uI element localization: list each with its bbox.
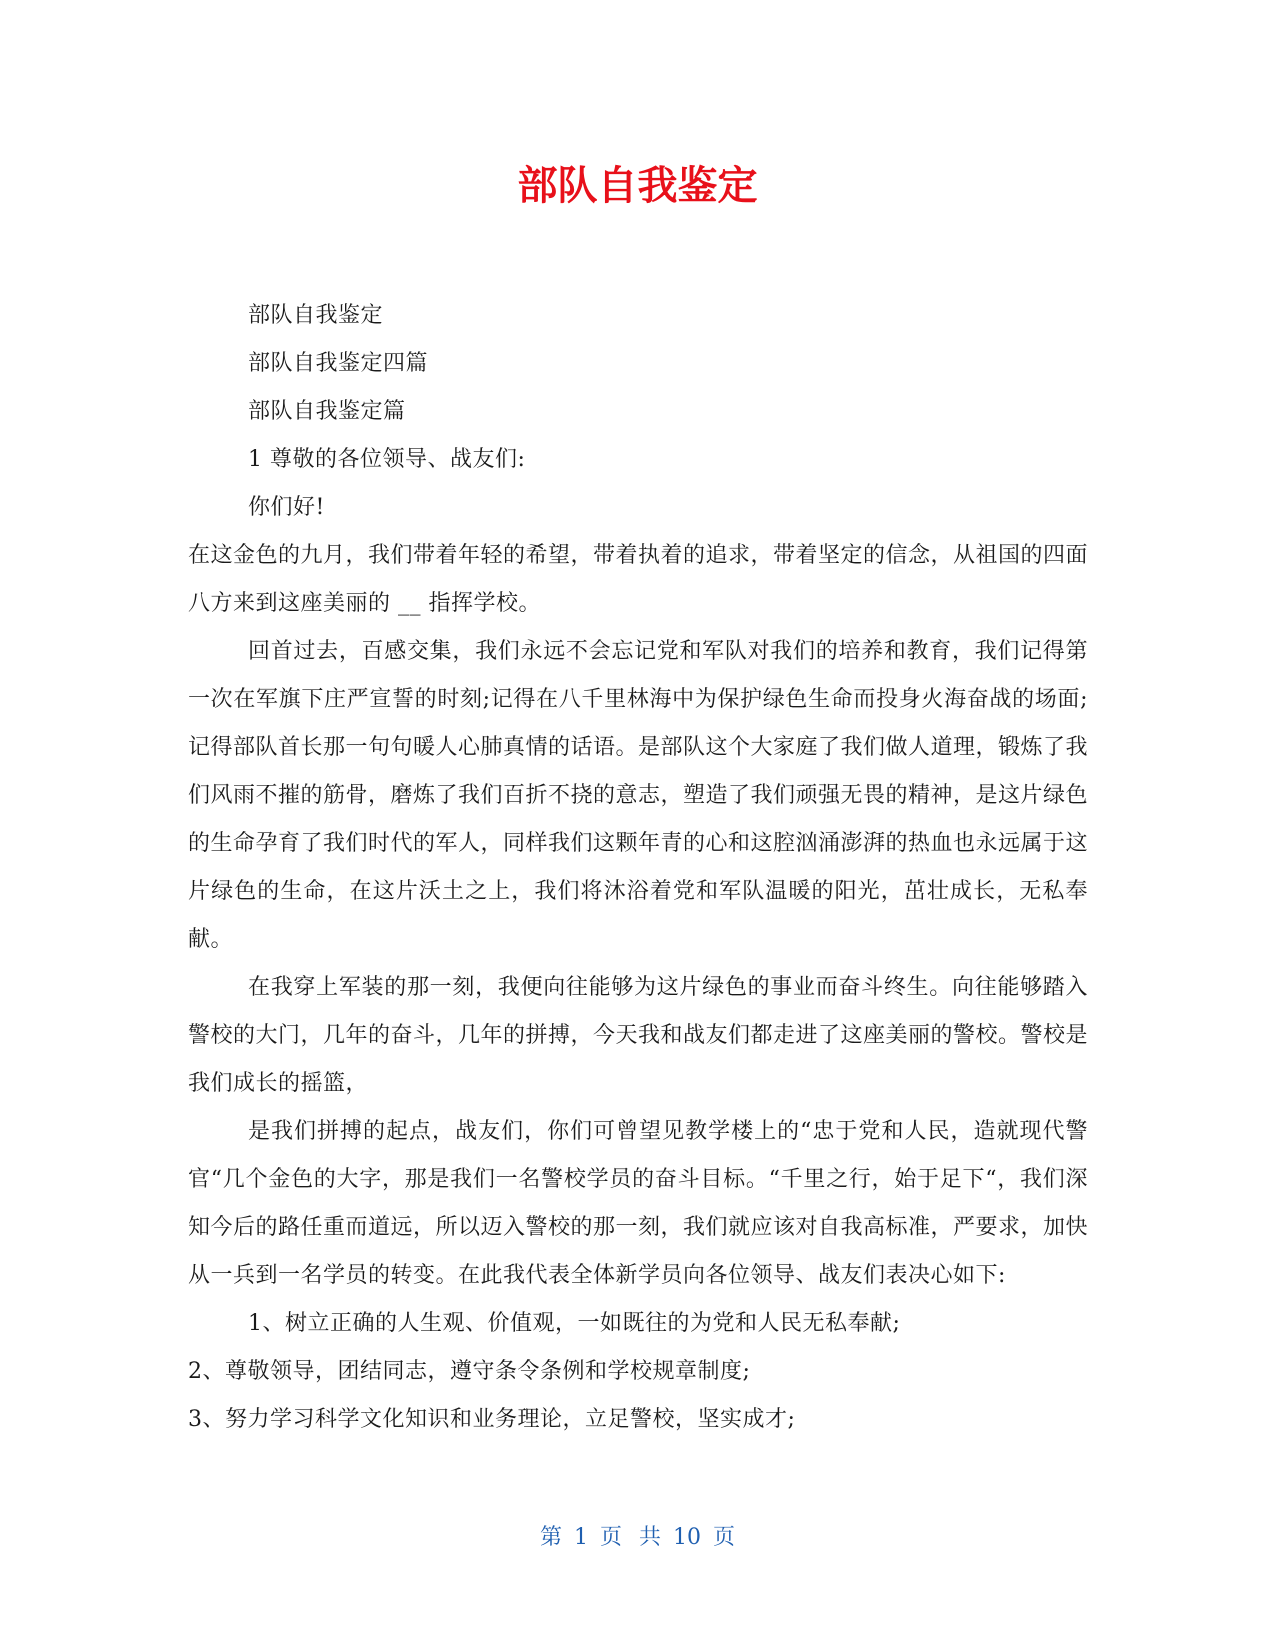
paragraph: 部队自我鉴定篇 [248,399,406,424]
paragraph: 在这金色的九月，我们带着年轻的希望，带着执着的追求，带着坚定的信念，从祖国的四面八方来到这座美丽的 __ 指挥学校。 [188,543,1089,616]
footer-suffix: 页 [713,1525,736,1550]
paragraph: 是我们拼搏的起点，战友们，你们可曾望见教学楼上的“忠于党和人民，造就现代警官“几个金色的大字，那是我们一名警校学员的奋斗目标。“千里之行，始于足下“，我们深知今后的路任重而道远，所以迈入警校的那一刻，我们就应该对自我高标准，严要求，加快从一兵到一名学员的转变。在此我代表全体新学员向各位领导、战友们表决心如下: [188,1119,1089,1288]
paragraph: 在我穿上军装的那一刻，我便向往能够为这片绿色的事业而奋斗终生。向往能够踏入警校的大门，几年的奋斗，几年的拼搏，今天我和战友们都走进了这座美丽的警校。警校是我们成长的摇篮， [188,975,1089,1096]
footer-prefix: 第 [539,1525,562,1550]
paragraph: 回首过去，百感交集，我们永远不会忘记党和军队对我们的培养和教育，我们记得第一次在军旗下庄严宣誓的时刻;记得在八千里林海中为保护绿色生命而投身火海奋战的场面;记得部队首长那一句句暖人心肺真情的话语。是部队这个大家庭了我们做人道理，锻炼了我们风雨不摧的筋骨，磨炼了我们百折不挠的意志，塑造了我们顽强无畏的精神，是这片绿色的生命孕育了我们时代的军人，同样我们这颗年青的心和这腔汹涌澎湃的热血也永远属于这片绿色的生命，在这片沃土之上，我们将沐浴着党和军队温暖的阳光，茁壮成长，无私奉献。 [188,639,1089,952]
paragraph: 1、树立正确的人生观、价值观，一如既往的为党和人民无私奉献; [248,1311,901,1336]
footer-current-page: 1 [574,1525,588,1550]
paragraph: 3、努力学习科学文化知识和业务理论，立足警校，坚实成才; [188,1407,796,1432]
document-title: 部队自我鉴定 [517,163,758,209]
document-body [188,292,1088,1444]
paragraph: 部队自我鉴定四篇 [248,351,429,376]
page-footer [0,1522,1275,1554]
paragraph: 1 尊敬的各位领导、战友们: [248,447,526,472]
paragraph: 你们好! [248,495,325,520]
paragraph: 2、尊敬领导，团结同志，遵守条令条例和学校规章制度; [188,1359,751,1384]
footer-total-pages: 10 [673,1525,701,1550]
footer-middle: 页 共 [600,1525,661,1550]
paragraph: 部队自我鉴定 [248,303,384,328]
